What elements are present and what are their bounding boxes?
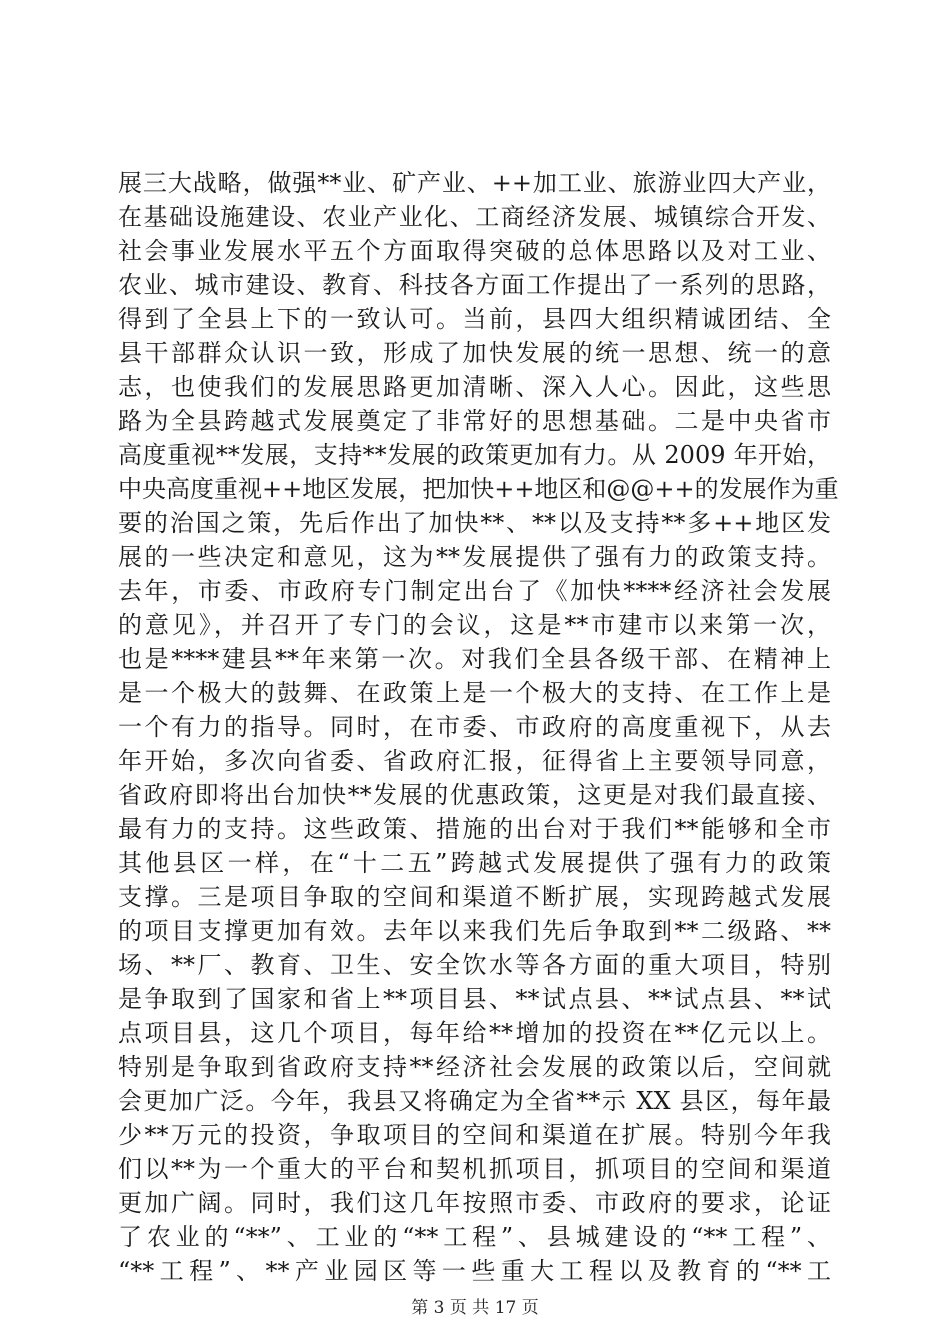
text-line: 了农业的“**”、工业的“**工程”、县城建设的“**工程”、 <box>118 1223 831 1251</box>
page-number-footer: 第 3 页 共 17 页 <box>411 1298 539 1318</box>
text-line: 农业、城市建设、教育、科技各方面工作提出了一系列的思路， <box>118 271 831 299</box>
text-line: 的意见》，并召开了专门的会议，这是**市建市以来第一次， <box>118 611 831 639</box>
text-line: 路为全县跨越式发展奠定了非常好的思想基础。二是中央省市 <box>118 407 831 435</box>
text-line: 展的一些决定和意见，这为**发展提供了强有力的政策支持。 <box>118 543 831 571</box>
text-line: 支撑。三是项目争取的空间和渠道不断扩展，实现跨越式发展 <box>118 883 831 911</box>
text-line: “**工程”、**产业园区等一些重大工程以及教育的“**工 <box>118 1257 831 1285</box>
text-line: 县干部群众认识一致，形成了加快发展的统一思想、统一的意 <box>118 339 831 367</box>
text-line: 是一个极大的鼓舞、在政策上是一个极大的支持、在工作上是 <box>118 679 831 707</box>
text-line: 场、**厂、教育、卫生、安全饮水等各方面的重大项目，特别 <box>118 951 831 979</box>
text-line: 中央高度重视++地区发展，把加快++地区和@@++的发展作为重 <box>118 475 839 503</box>
text-line: 是争取到了国家和省上**项目县、**试点县、**试点县、**试 <box>118 985 831 1013</box>
text-line: 社会事业发展水平五个方面取得突破的总体思路以及对工业、 <box>118 237 831 265</box>
text-line: 年开始，多次向省委、省政府汇报，征得省上主要领导同意， <box>118 747 831 775</box>
text-line: 的项目支撑更加有效。去年以来我们先后争取到**二级路、** <box>118 917 831 945</box>
text-line: 要的治国之策，先后作出了加快**、**以及支持**多++地区发 <box>118 509 831 537</box>
text-line: 一个有力的指导。同时，在市委、市政府的高度重视下，从去 <box>118 713 831 741</box>
text-line: 最有力的支持。这些政策、措施的出台对于我们**能够和全市 <box>118 815 831 843</box>
text-line: 少**万元的投资，争取项目的空间和渠道在扩展。特别今年我 <box>118 1121 831 1149</box>
text-line: 点项目县，这几个项目，每年给**增加的投资在**亿元以上。 <box>118 1019 831 1047</box>
text-line: 得到了全县上下的一致认可。当前，县四大组织精诚团结、全 <box>118 305 831 333</box>
text-line: 去年，市委、市政府专门制定出台了《加快****经济社会发展 <box>118 577 831 605</box>
text-line: 省政府即将出台加快**发展的优惠政策，这更是对我们最直接、 <box>118 781 831 809</box>
text-line: 们以**为一个重大的平台和契机抓项目，抓项目的空间和渠道 <box>118 1155 831 1183</box>
text-line: 更加广阔。同时，我们这几年按照市委、市政府的要求，论证 <box>118 1189 831 1217</box>
text-line: 也是****建县**年来第一次。对我们全县各级干部、在精神上 <box>118 645 831 673</box>
text-line: 展三大战略，做强**业、矿产业、++加工业、旅游业四大产业， <box>118 169 831 197</box>
text-line: 在基础设施建设、农业产业化、工商经济发展、城镇综合开发、 <box>118 203 831 231</box>
text-line: 志，也使我们的发展思路更加清晰、深入人心。因此，这些思 <box>118 373 831 401</box>
text-line: 其他县区一样，在“十二五”跨越式发展提供了强有力的政策 <box>118 849 831 877</box>
text-line: 特别是争取到省政府支持**经济社会发展的政策以后，空间就 <box>118 1053 831 1081</box>
text-line: 会更加广泛。今年，我县又将确定为全省**示 XX 县区，每年最 <box>118 1087 831 1115</box>
text-line: 高度重视**发展，支持**发展的政策更加有力。从 2009 年开始， <box>118 441 831 469</box>
